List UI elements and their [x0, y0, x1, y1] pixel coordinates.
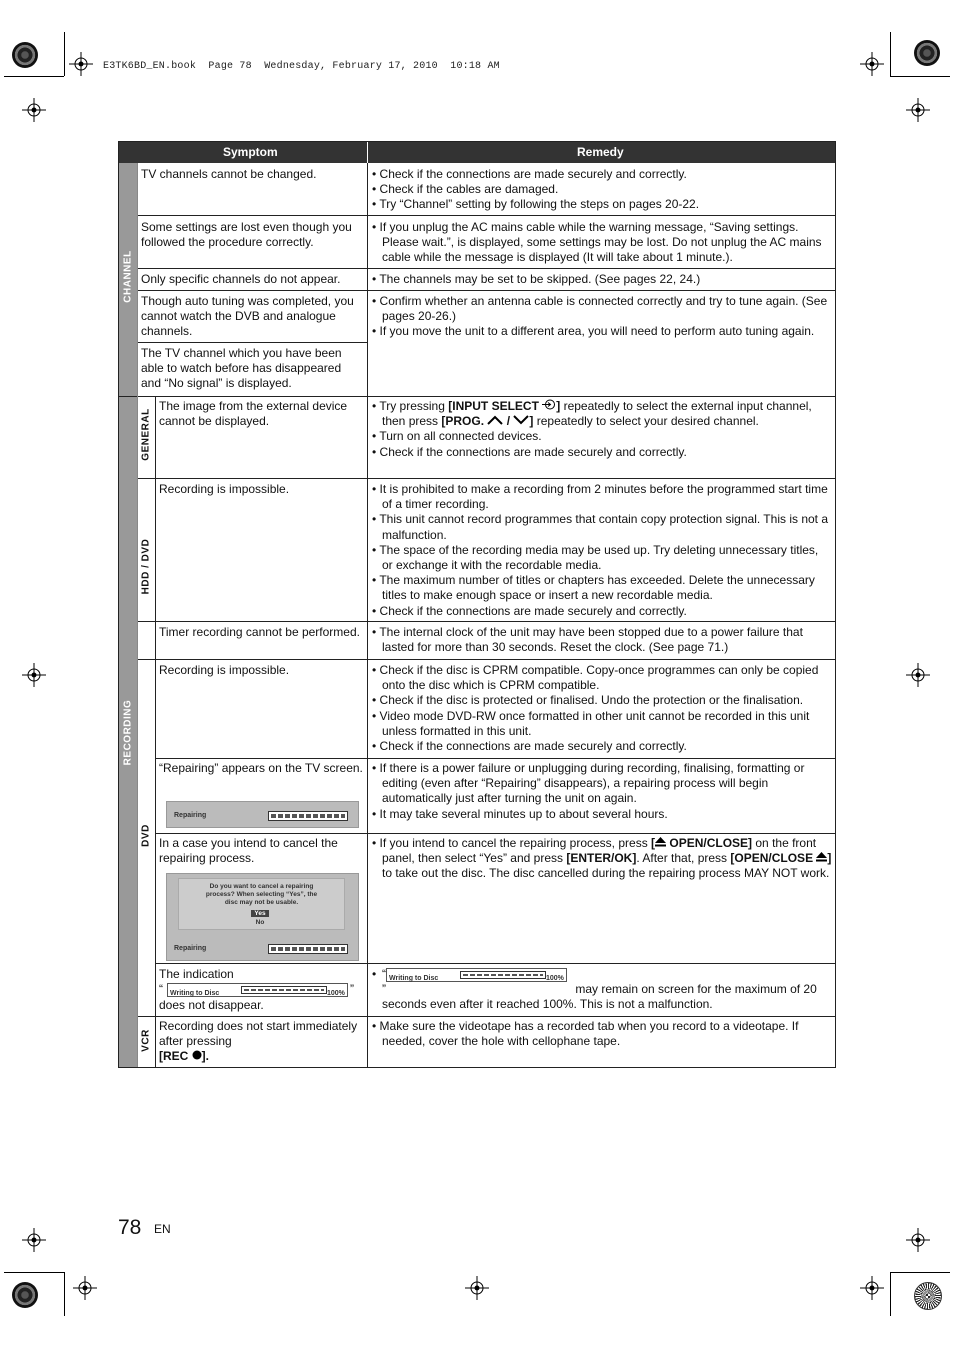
table-row: Recording does not start immediately after pressing [REC ].	[159, 1019, 363, 1065]
remedy-item: • It may take several minutes up to about several hours.	[372, 807, 832, 822]
remedy-item: • Try pressing [INPUT SELECT ] repeatedly to select the external input channel, then press [PROG. / ] repeatedly to select your desired channel.	[372, 399, 832, 429]
remedy-item: • Make sure the videotape has a recorded tab when you record to a videotape. If needed, cover the hole with cellophane tape.	[372, 1019, 832, 1049]
table-row	[141, 346, 363, 392]
remedy-item: • Turn on all connected devices.	[372, 429, 832, 444]
crosshair-icon	[22, 98, 46, 122]
remedy-item: • Confirm whether an antenna cable is connected correctly and try to tune again. (See pages 20-26.)	[372, 294, 832, 324]
chevron-down-icon	[513, 415, 529, 425]
remedy-cell	[372, 167, 832, 213]
remedy-column-header: Remedy	[577, 145, 624, 159]
remedy-item: • Check if the connections are made securely and correctly.	[372, 739, 834, 754]
writing-to-disc-osd	[386, 968, 567, 982]
crosshair-icon	[69, 52, 93, 76]
chevron-up-icon	[487, 415, 503, 425]
symptom-text: In a case you intend to cancel the repairing process.	[159, 836, 338, 866]
eject-icon	[655, 837, 666, 847]
crosshair-icon	[465, 1276, 489, 1300]
crosshair-icon	[906, 98, 930, 122]
remedy-item: • If you move the unit to a different area, you will need to perform auto tuning again.	[372, 324, 832, 339]
crosshair-icon	[73, 1276, 97, 1300]
remedy-cell	[372, 761, 832, 822]
symptom-text: Recording is impossible.	[159, 663, 290, 677]
symptom-text: Recording does not start immediately after pressing	[159, 1019, 358, 1049]
remedy-item: • Check if the connections are made securely and correctly.	[372, 167, 832, 182]
remedy-item: • The space of the recording media may be used up. Try deleting unnecessary titles, or exchange it with the recordable media.	[372, 543, 832, 573]
table-row	[159, 663, 363, 678]
category-label: RECORDING	[122, 699, 134, 766]
symptom-text: Though auto tuning was completed, you cannot watch the DVB and analogue channels.	[141, 294, 354, 339]
symptom-text: Some settings are lost even though you followed the procedure correctly.	[141, 220, 352, 250]
language-label: EN	[154, 1222, 171, 1236]
table-row	[159, 761, 363, 776]
subcategory-general	[137, 397, 155, 478]
subcategory-label: VCR	[140, 1029, 152, 1052]
remedy-item: • Check if the connections are made securely and correctly.	[372, 445, 832, 460]
table-row	[141, 294, 363, 340]
registration-disc-icon	[914, 40, 940, 66]
symptom-text: “Repairing” appears on the TV screen.	[159, 761, 363, 775]
repairing-osd	[166, 801, 359, 828]
category-channel	[119, 163, 137, 396]
table-row	[159, 836, 363, 866]
osd-no-option[interactable]: No	[255, 919, 265, 926]
subcategory-label: HDD / DVD	[140, 538, 152, 595]
symptom-text: The image from the external device cannot be displayed.	[159, 399, 348, 429]
remedy-item: • If you unplug the AC mains cable while the warning message, “Saving settings. Please wait.”, is displayed, some settings may be lost. Do not unplug the AC mains cable while the message is displayed (It will take about 1 minute.).	[372, 220, 832, 266]
progress-bar	[268, 944, 348, 954]
remedy-item: • Check if the cables are damaged.	[372, 182, 832, 197]
input-select-icon	[542, 399, 556, 410]
table-row	[141, 272, 363, 287]
registration-disc-icon	[12, 42, 38, 68]
subcategory-hdd-dvd	[137, 479, 155, 659]
osd-label: Repairing	[174, 945, 207, 952]
writing-to-disc-osd	[167, 983, 348, 997]
remedy-cell	[372, 294, 832, 340]
osd-percent: 100%	[546, 974, 564, 982]
crosshair-icon	[906, 663, 930, 687]
osd-percent: 100%	[327, 990, 345, 998]
symptom-column-header: Symptom	[223, 145, 278, 159]
remedy-cell	[372, 663, 834, 754]
remedy-item: • If you intend to cancel the repairing process, press [ OPEN/CLOSE] on the front panel, then select “Yes” and press [ENTER/OK]. After that, press [OPEN/CLOSE ] to take out the disc. The disc cancelled during the repairing process MAY NOT work.	[372, 836, 832, 882]
subcategory-dvd	[137, 660, 155, 1016]
subcategory-label: GENERAL	[140, 408, 152, 461]
registration-disc-icon	[914, 1282, 942, 1310]
remedy-cell	[372, 625, 832, 655]
remedy-cell: • “ Writing to Disc 100% ” may remain on screen for the maximum of 20 seconds even after it reached 100%. This is not a malfunction.	[372, 967, 817, 1012]
remedy-cell	[372, 399, 832, 460]
remedy-item: • Video mode DVD-RW once formatted in other unit cannot be recorded in this unit unless formatted in this unit.	[372, 709, 834, 739]
remedy-item: • Check if the connections are made securely and correctly.	[372, 604, 832, 619]
osd-label: Writing to Disc	[389, 974, 439, 982]
crosshair-icon	[906, 1228, 930, 1252]
remedy-cell	[372, 220, 832, 266]
remedy-item: • Try “Channel” setting by following the steps on pages 20-22.	[372, 197, 832, 212]
progress-bar	[268, 811, 348, 821]
eject-icon	[816, 852, 827, 862]
osd-label: Writing to Disc	[170, 990, 220, 998]
osd-label: Repairing	[174, 812, 207, 819]
remedy-cell	[372, 272, 832, 287]
osd-yes-option[interactable]: Yes	[251, 910, 269, 917]
remedy-item: • Check if the disc is protected or finalised. Undo the protection or the finalisation.	[372, 693, 834, 708]
remedy-item: • The maximum number of titles or chapters has exceeded. Delete the unnecessary titles to make enough space or insert a new recordable media.	[372, 573, 832, 603]
crosshair-icon	[22, 663, 46, 687]
remedy-item: • It is prohibited to make a recording from 2 minutes before the programmed start time of a timer recording.	[372, 482, 832, 512]
progress-bar	[241, 986, 327, 994]
print-header: E3TK6BD_EN.book Page 78 Wednesday, February 17, 2010 10:18 AM	[103, 61, 500, 72]
remedy-cell	[372, 836, 832, 882]
cancel-repair-osd	[166, 873, 359, 961]
remedy-item: • The channels may be set to be skipped. (See pages 22, 24.)	[372, 272, 832, 287]
table-header	[119, 142, 835, 163]
remedy-cell	[372, 1019, 832, 1049]
remedy-text: may remain on screen for the maximum of 20 seconds even after it reached 100%. This is not a malfunction.	[382, 982, 817, 1012]
record-icon	[192, 1050, 202, 1060]
table-row	[159, 625, 363, 640]
table-row	[141, 167, 363, 182]
symptom-text: The TV channel which you have been able to watch before has disappeared and “No signal” is displayed.	[141, 346, 342, 391]
remedy-item: • Check if the disc is CPRM compatible. Copy-once programmes can only be copied onto the disc which is CPRM compatible.	[372, 663, 834, 693]
table-row	[159, 482, 363, 497]
symptom-text: Timer recording cannot be performed.	[159, 625, 360, 639]
symptom-text: TV channels cannot be changed.	[141, 167, 317, 181]
remedy-item: • This unit cannot record programmes that contain copy protection signal. This is not a malfunction.	[372, 512, 832, 542]
symptom-text: The indication	[159, 967, 234, 981]
troubleshooting-table	[118, 141, 836, 1068]
registration-disc-icon	[12, 1282, 38, 1308]
remedy-item: • If there is a power failure or unplugging during recording, finalising, formatting or editing (even after “Repairing” disappears), a repairing process will begin automatically just after turning the unit on again.	[372, 761, 832, 807]
table-row: The indication “ Writing to Disc 100% ” does not disappear.	[159, 967, 363, 1013]
symptom-text: Only specific channels do not appear.	[141, 272, 341, 286]
crosshair-icon	[860, 1276, 884, 1300]
crosshair-icon	[860, 52, 884, 76]
page-number: 78	[118, 1216, 142, 1239]
category-recording	[119, 397, 137, 1067]
osd-question: Do you want to cancel a repairing process? When selecting “Yes”, the disc may not be usable.	[205, 883, 318, 906]
category-label: CHANNEL	[122, 250, 134, 303]
table-row	[141, 220, 363, 250]
symptom-text: does not disappear.	[159, 998, 264, 1013]
remedy-cell	[372, 482, 832, 619]
osd-dialog	[178, 878, 345, 930]
subcategory-label: DVD	[140, 824, 152, 847]
progress-bar	[460, 971, 546, 979]
remedy-item: • The internal clock of the unit may have been stopped due to a power failure that lasted for more than 30 seconds. Reset the clock. (See page 71.)	[372, 625, 832, 655]
subcategory-vcr	[137, 1017, 155, 1067]
table-row	[159, 399, 363, 429]
symptom-text: Recording is impossible.	[159, 482, 290, 496]
crosshair-icon	[22, 1228, 46, 1252]
